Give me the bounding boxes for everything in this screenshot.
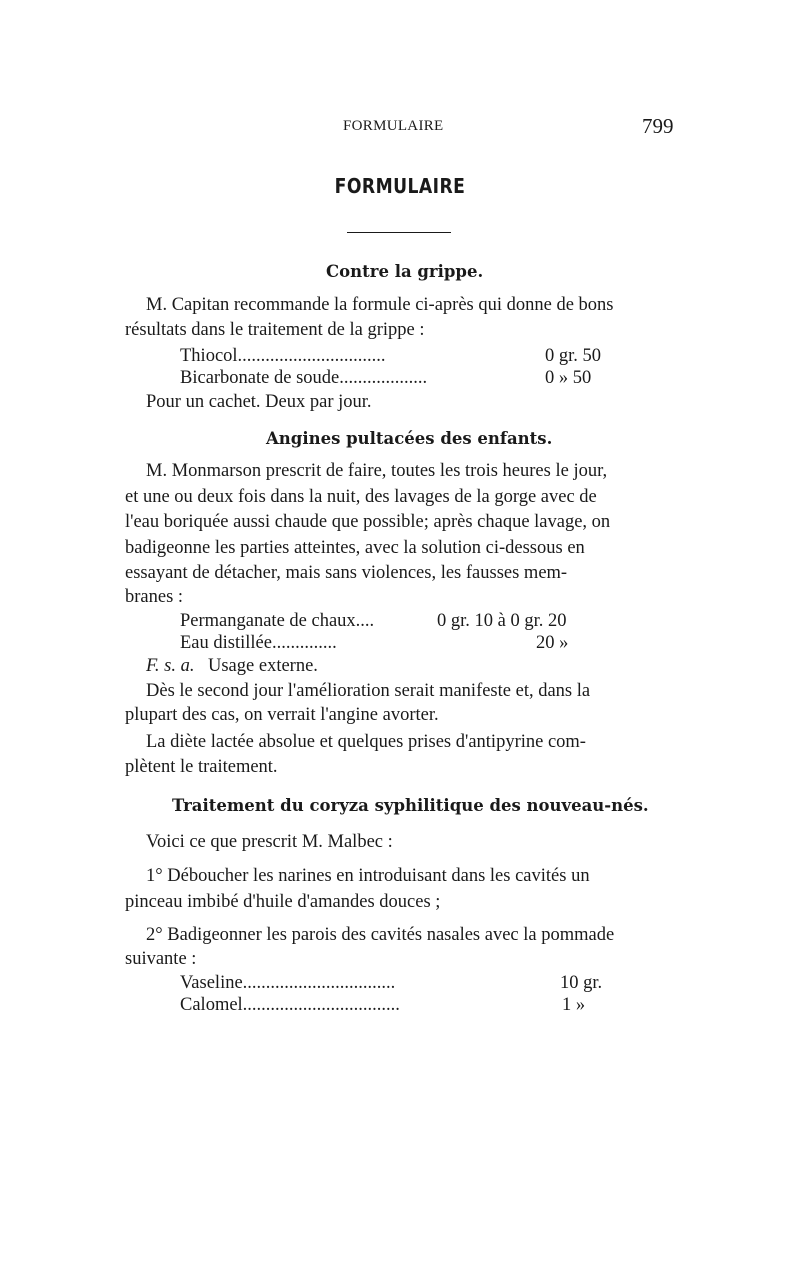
- paragraph-line: branes :: [125, 587, 184, 607]
- paragraph-line: Dès le second jour l'amélioration serait manifeste et, dans la: [146, 681, 591, 701]
- usage-abbreviation: F. s. a.: [146, 656, 195, 676]
- recipe-item: Permanganate de chaux....: [180, 611, 375, 631]
- usage-text: Usage externe.: [208, 656, 318, 676]
- section-heading-angines: Angines pultacées des enfants.: [266, 429, 553, 448]
- paragraph-line: plupart des cas, on verrait l'angine avorter.: [125, 705, 439, 725]
- recipe-amount: 1 »: [562, 995, 586, 1015]
- page-title: FORMULAIRE: [334, 174, 466, 198]
- paragraph-line: 1° Déboucher les narines en introduisant dans les cavités un: [146, 866, 590, 886]
- intro-line: Voici ce que prescrit M. Malbec :: [146, 832, 393, 852]
- recipe-amount: 20 »: [536, 633, 569, 653]
- recipe-amount: 10 gr.: [560, 973, 603, 993]
- paragraph-line: résultats dans le traitement de la grippe :: [125, 320, 425, 340]
- section-heading-coryza: Traitement du coryza syphilitique des nouveau-nés.: [172, 796, 649, 815]
- paragraph-line: l'eau boriquée aussi chaude que possible; après chaque lavage, on: [125, 512, 611, 532]
- paragraph-line: M. Monmarson prescrit de faire, toutes les trois heures le jour,: [146, 461, 608, 481]
- recipe-item: Bicarbonate de soude...................: [180, 368, 428, 388]
- recipe-amount: 0 gr. 10 à 0 gr. 20: [437, 611, 567, 631]
- paragraph-line: badigeonne les parties atteintes, avec la solution ci-dessous en: [125, 538, 585, 558]
- recipe-amount: 0 gr. 50: [545, 346, 602, 366]
- page-number: 799: [642, 114, 674, 138]
- recipe-item: Eau distillée..............: [180, 633, 337, 653]
- recipe-amount: 0 » 50: [545, 368, 592, 388]
- recipe-note: Pour un cachet. Deux par jour.: [146, 392, 372, 412]
- paragraph-line: suivante :: [125, 949, 197, 969]
- paragraph-line: et une ou deux fois dans la nuit, des lavages de la gorge avec de: [125, 487, 597, 507]
- title-divider: [347, 232, 451, 233]
- recipe-item: Vaseline.................................: [180, 973, 396, 993]
- paragraph-line: pinceau imbibé d'huile d'amandes douces ;: [125, 892, 441, 912]
- running-header-title: FORMULAIRE: [343, 118, 444, 134]
- recipe-item: Calomel..................................: [180, 995, 400, 1015]
- section-heading-grippe: Contre la grippe.: [326, 262, 484, 281]
- paragraph-line: plètent le traitement.: [125, 757, 278, 777]
- paragraph-line: M. Capitan recommande la formule ci-après qui donne de bons: [146, 295, 614, 315]
- recipe-item: Thiocol................................: [180, 346, 386, 366]
- paragraph-line: essayant de détacher, mais sans violences, les fausses mem-: [125, 563, 568, 583]
- paragraph-line: 2° Badigeonner les parois des cavités nasales avec la pommade: [146, 925, 615, 945]
- paragraph-line: La diète lactée absolue et quelques prises d'antipyrine com-: [146, 732, 586, 752]
